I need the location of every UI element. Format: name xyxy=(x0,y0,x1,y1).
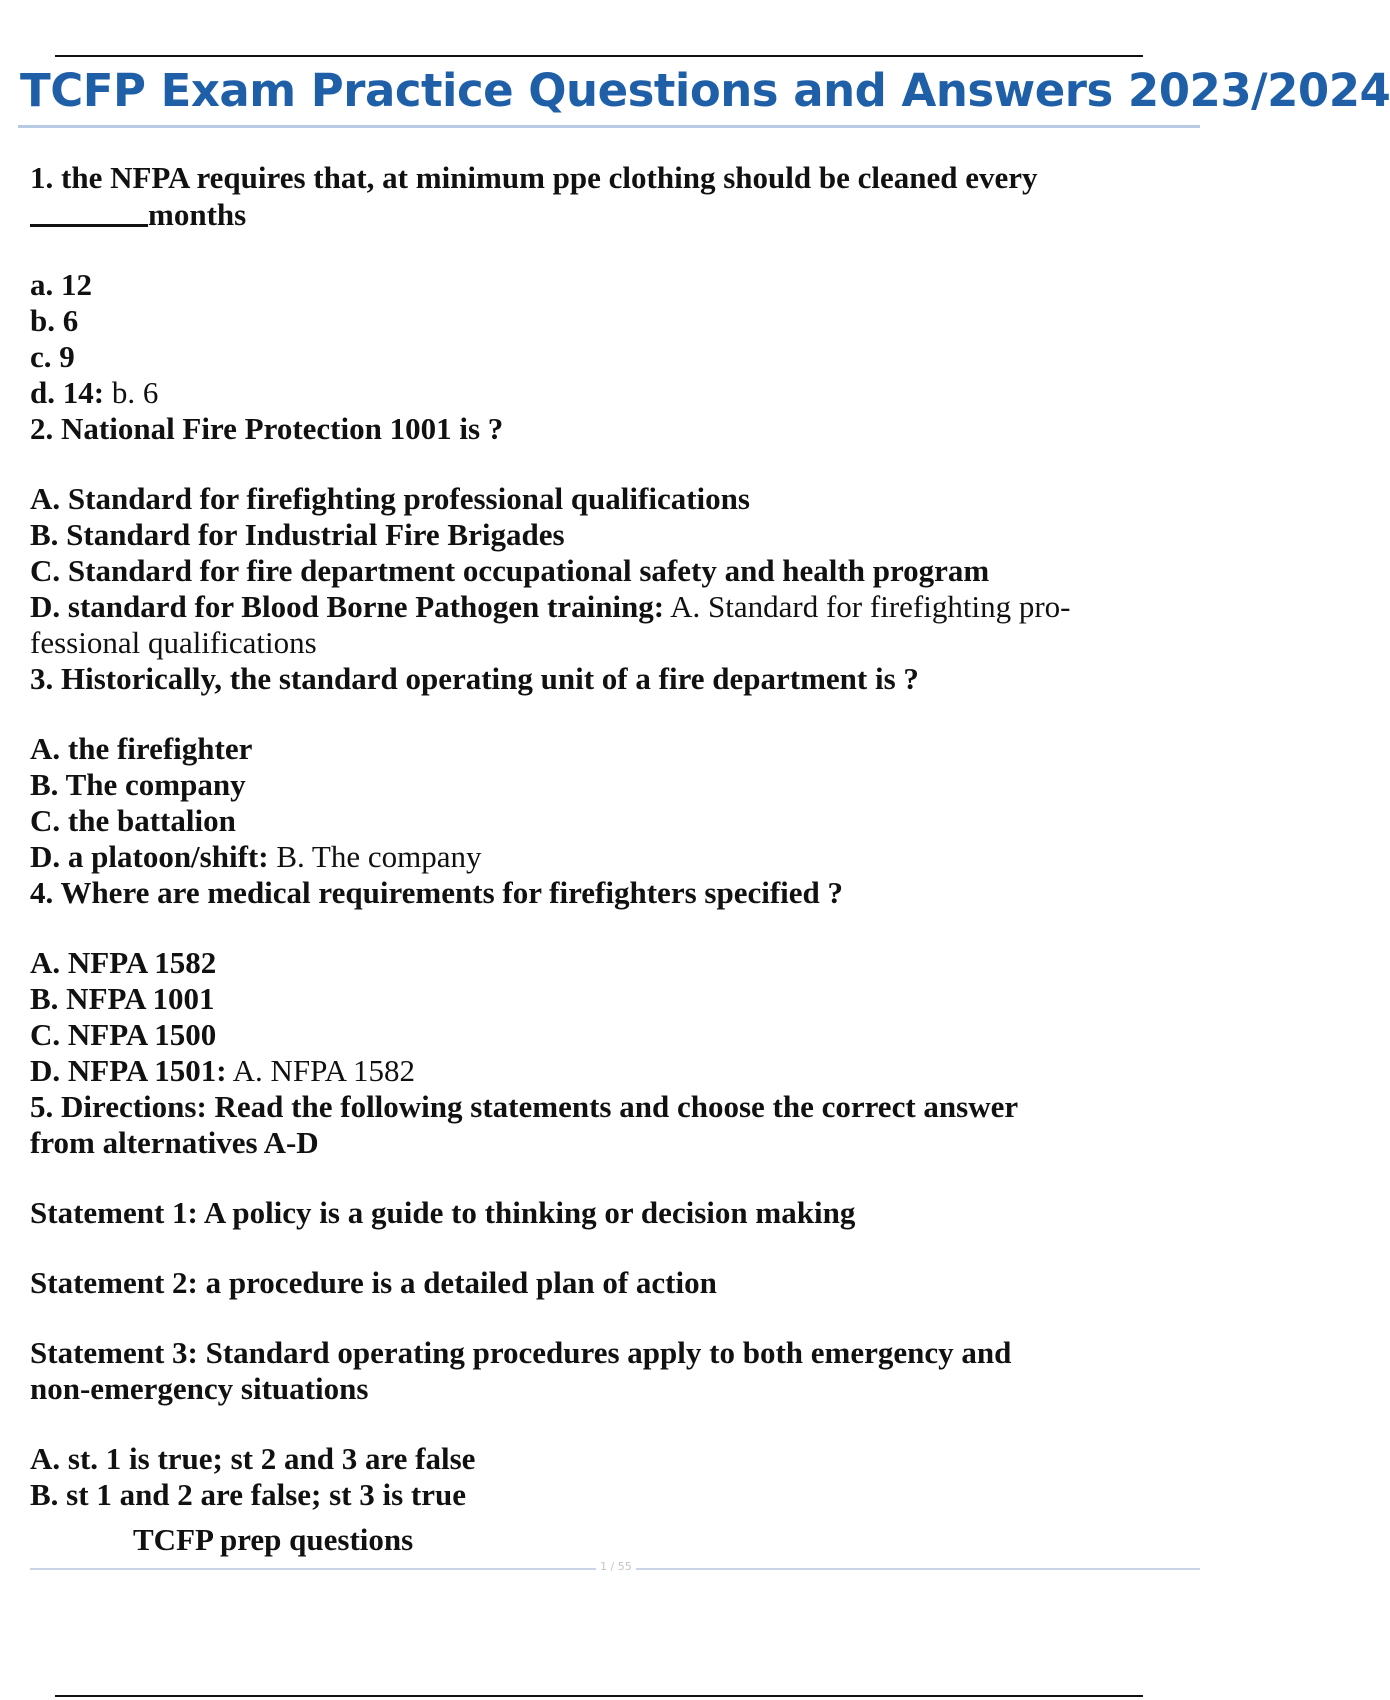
answer-blank xyxy=(30,196,148,227)
option-last: d. 14: xyxy=(30,375,105,410)
option: A. the firefighter xyxy=(30,731,253,766)
bottom-rule xyxy=(55,1695,1143,1697)
statement-3: Statement 3: Standard operating procedures apply to both emergency and xyxy=(30,1335,1012,1370)
footer-label: TCFP prep questions xyxy=(133,1522,414,1557)
page-number: 1 / 55 xyxy=(596,1560,636,1573)
question-5-prompt: 5. Directions: Read the following statements and choose the correct answer xyxy=(30,1089,1019,1124)
option: C. NFPA 1500 xyxy=(30,1017,217,1052)
question-3 xyxy=(30,661,1180,875)
option: C. the battalion xyxy=(30,803,236,838)
option: a. 12 xyxy=(30,267,92,302)
answer: b. 6 xyxy=(111,375,159,410)
question-2-prompt: 2. National Fire Protection 1001 is ? xyxy=(30,411,504,446)
question-1-prompt: 1. the NFPA requires that, at minimum ppe clothing should be cleaned every xyxy=(30,160,1038,195)
option: B. NFPA 1001 xyxy=(30,981,215,1016)
answer: A. Standard for firefighting pro- xyxy=(670,589,1071,624)
question-5 xyxy=(30,1089,1180,1513)
option: B. Standard for Industrial Fire Brigades xyxy=(30,517,565,552)
question-1 xyxy=(30,160,1180,411)
option: B. st 1 and 2 are false; st 3 is true xyxy=(30,1477,466,1512)
question-4 xyxy=(30,875,1180,1089)
question-2 xyxy=(30,411,1180,661)
option: A. Standard for firefighting professional qualifications xyxy=(30,481,750,516)
answer: A. NFPA 1582 xyxy=(232,1053,415,1088)
option-last: D. NFPA 1501: xyxy=(30,1053,227,1088)
title-underline xyxy=(18,125,1200,128)
statement-1: Statement 1: A policy is a guide to thinking or decision making xyxy=(30,1195,856,1230)
option: C. Standard for fire department occupational safety and health program xyxy=(30,553,990,588)
question-list xyxy=(30,160,1180,1513)
option: A. NFPA 1582 xyxy=(30,945,217,980)
question-3-prompt: 3. Historically, the standard operating unit of a fire department is ? xyxy=(30,661,919,696)
answer: B. The company xyxy=(276,839,482,874)
option: B. The company xyxy=(30,767,246,802)
option-last: D. a platoon/shift: xyxy=(30,839,269,874)
option: b. 6 xyxy=(30,303,79,338)
question-5-prompt-cont: from alternatives A-D xyxy=(30,1125,319,1160)
page-title: TCFP Exam Practice Questions and Answers 2023/2024 xyxy=(20,64,1390,117)
answer-cont: fessional qualifications xyxy=(30,625,317,660)
question-1-prompt-cont: months xyxy=(148,197,247,232)
option-last: D. standard for Blood Borne Pathogen training: xyxy=(30,589,665,624)
statement-3-cont: non-emergency situations xyxy=(30,1371,369,1406)
question-4-prompt: 4. Where are medical requirements for firefighters specified ? xyxy=(30,875,844,910)
statement-2: Statement 2: a procedure is a detailed plan of action xyxy=(30,1265,717,1300)
top-rule xyxy=(55,55,1143,57)
option: A. st. 1 is true; st 2 and 3 are false xyxy=(30,1441,476,1476)
option: c. 9 xyxy=(30,339,75,374)
